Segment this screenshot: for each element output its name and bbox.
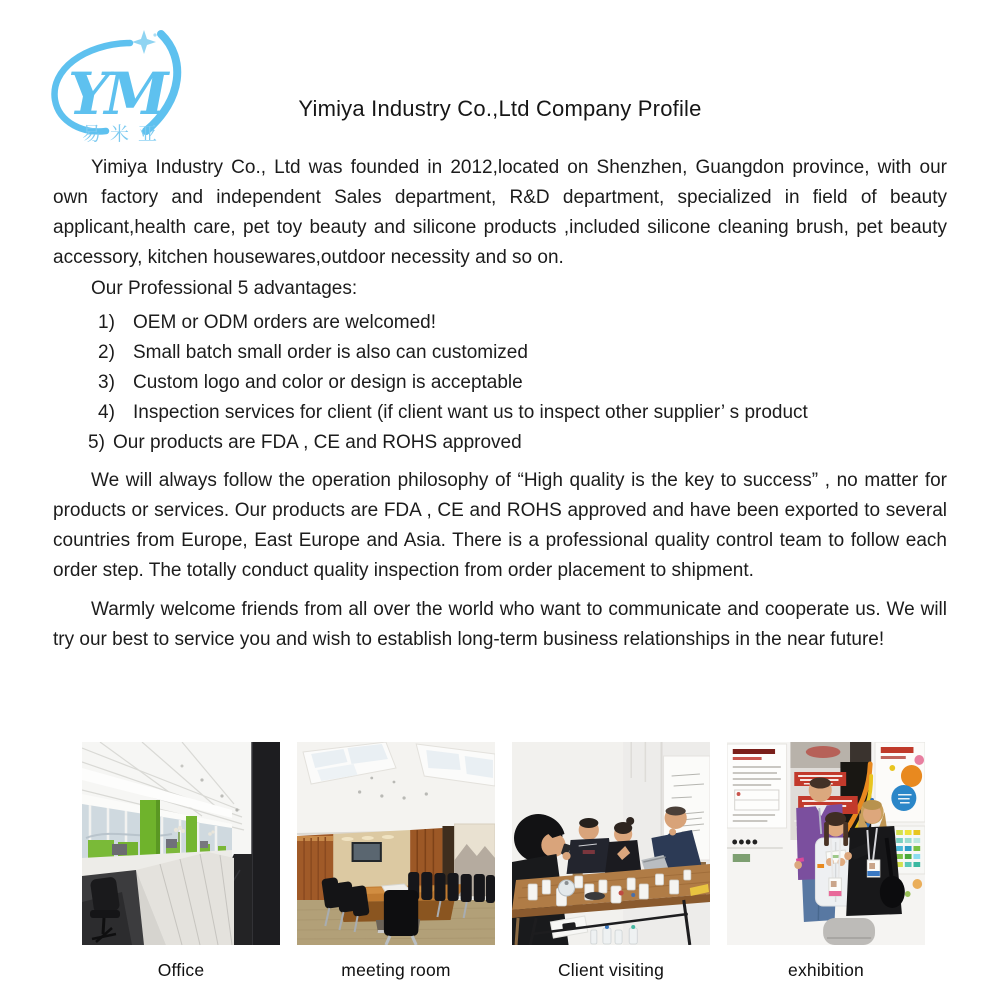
photo-caption: meeting room bbox=[341, 960, 451, 980]
exhibition-photo-illustration bbox=[727, 742, 925, 945]
welcome-paragraph: Warmly welcome friends from all over the world who want to communicate and cooperate us. We will try our best to service you and wish to establish long-term business relationships in the near future! bbox=[53, 599, 947, 650]
photo-client-visiting bbox=[512, 742, 710, 981]
advantage-text: Custom logo and color or design is acceptable bbox=[133, 372, 523, 393]
company-logo bbox=[40, 26, 190, 148]
advantage-text: Inspection services for client (if client want us to inspect other supplier’ s product bbox=[133, 402, 808, 423]
advantage-number: 2) bbox=[98, 342, 115, 363]
advantage-item bbox=[53, 398, 947, 428]
logo-chinese-name: 易米亚 bbox=[82, 124, 167, 145]
client-visiting-photo-illustration bbox=[512, 742, 710, 945]
advantage-item bbox=[53, 368, 947, 398]
advantage-item bbox=[53, 308, 947, 338]
meeting-room-photo-illustration bbox=[297, 742, 495, 945]
advantage-item bbox=[53, 338, 947, 368]
advantages-heading: Our Professional 5 advantages: bbox=[91, 278, 358, 299]
photo-meeting-room bbox=[297, 742, 495, 981]
photo-caption: exhibition bbox=[788, 960, 864, 980]
advantage-text: Our products are FDA , CE and ROHS approved bbox=[113, 432, 522, 453]
advantage-number: 3) bbox=[98, 372, 115, 393]
office-photo-illustration bbox=[82, 742, 280, 945]
photo-caption: Client visiting bbox=[557, 960, 665, 980]
photo-caption: Office bbox=[157, 960, 205, 980]
advantage-text: OEM or ODM orders are welcomed! bbox=[133, 312, 437, 333]
logo-monogram: YM bbox=[68, 60, 164, 128]
advantage-number: 1) bbox=[98, 312, 115, 333]
photo-exhibition bbox=[727, 742, 925, 981]
sparkle-star-icon bbox=[132, 30, 157, 54]
advantage-text: Small batch small order is also can customized bbox=[133, 342, 528, 363]
intro-paragraph: Yimiya Industry Co., Ltd was founded in 2012,located on Shenzhen, Guangdon province, with our own factory and independent Sales department, R&D department, specialized in field of beauty applicant,health care, pet toy beauty and silicone products ,included silicone cleaning brush, pet beauty accessory, kitchen housewares,outdoor necessity and so on. bbox=[53, 157, 947, 268]
philosophy-paragraph: We will always follow the operation philosophy of “High quality is the key to success” , no matter for products or services. Our products are FDA , CE and ROHS approved and have been exported to several countries from Europe, East Europe and Asia. There is a professional quality control team to follow each order step. The totally conduct quality inspection from order placement to shipment. bbox=[53, 470, 947, 581]
advantages-list bbox=[53, 308, 947, 458]
advantage-number: 4) bbox=[98, 402, 115, 423]
photo-gallery bbox=[82, 742, 925, 981]
body-text bbox=[53, 153, 947, 655]
page-title: Yimiya Industry Co.,Ltd Company Profile bbox=[298, 96, 702, 121]
advantage-number: 5) bbox=[88, 432, 105, 453]
advantage-item bbox=[53, 428, 947, 458]
photo-office bbox=[82, 742, 280, 981]
